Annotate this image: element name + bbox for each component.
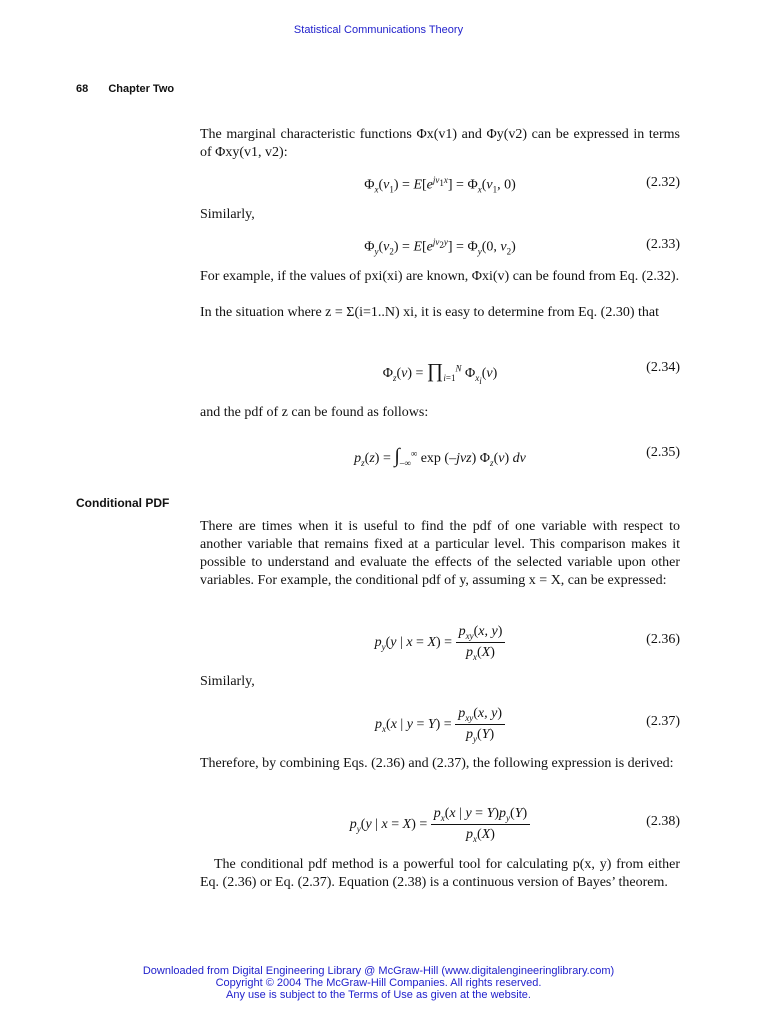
page-number: 68	[76, 83, 89, 95]
equation-2-36	[200, 624, 680, 664]
equation-2-38	[200, 806, 680, 846]
section-heading-conditional-pdf: Conditional PDF	[76, 496, 170, 510]
equation-2-34-number: (2.34)	[646, 360, 680, 375]
equation-2-32	[200, 175, 680, 199]
equation-2-36-number: (2.36)	[646, 632, 680, 647]
paragraph-conditional-intro: There are times when it is useful to find the pdf of one variable with respect to another variable that remains fixed at a particular level. This comparison makes it possible to understand and evaluate the effects of the selected variable upon other variables. For example, the conditional pdf of y, assuming x = X, can be expressed:	[200, 519, 680, 588]
equation-2-38-number: (2.38)	[646, 814, 680, 829]
paragraph-combining: Therefore, by combining Eqs. (2.36) and (2.37), the following expression is derived:	[200, 756, 674, 771]
equation-2-33-expr: $\Phi_y(v_2) = E[e^{jv_2y}] = \Phi_y(0$, $v_2$)	[364, 237, 516, 257]
paragraph-sum-situation: In the situation where z = Σ(i=1..N) xi, it is easy to determine from Eq. (2.30) that	[200, 305, 659, 320]
paragraph-marginal-functions: The marginal characteristic functions Φx(v1) and Φy(v2) can be expressed in terms of Φxy(v1, v2):	[200, 127, 680, 160]
paragraph-example: For example, if the values of pxi(xi) are known, Φxi(v) can be found from Eq. (2.32).	[200, 269, 680, 284]
chapter-label: Chapter Two	[108, 83, 175, 95]
similarly-text-1: Similarly,	[200, 207, 255, 222]
equation-2-35-number: (2.35)	[646, 445, 680, 460]
equation-2-34-expr: $\Phi_z(v)$ = $\prod_{i=1}^N$ $\Phi_{x_i}(v)$	[382, 360, 498, 386]
page-header	[76, 83, 174, 95]
similarly-text-2: Similarly,	[200, 674, 255, 689]
equation-2-32-number: (2.32)	[646, 175, 680, 190]
footer-copyright	[0, 965, 757, 1001]
equation-2-34	[200, 360, 680, 384]
paragraph-bayes: The conditional pdf method is a powerful tool for calculating p(x, y) from either Eq. (2.36) or Eq. (2.37). Equation (2.38) is a continuous version of Bayes’ theorem.	[200, 857, 680, 890]
equation-2-33-number: (2.33)	[646, 237, 680, 252]
footer-line-download[interactable]: Downloaded from Digital Engineering Library @ McGraw-Hill (www.digitalengineeringlibrary.com)	[142, 965, 615, 977]
footer-line-terms[interactable]: Any use is subject to the Terms of Use as given at the website.	[226, 989, 531, 1001]
footer-line-copyright: Copyright © 2004 The McGraw-Hill Companies. All rights reserved.	[215, 977, 542, 989]
equation-2-38-expr: $p_y(y$ | x = X) = $\frac{p_x(x | y = Y)p_y(Y)}{p_x(X)}$	[200, 806, 680, 844]
equation-2-37-expr: $p_x(x$ | y = Y) = $\frac{p_{xy}(x, y)}{p_y(Y)}$	[200, 706, 680, 744]
equation-2-37	[200, 706, 680, 746]
equation-2-33	[200, 237, 680, 261]
equation-2-32-expr: $\Phi_x(v_1) = E[e^{jv_1x}] = \Phi_x(v_1$, 0)	[364, 175, 516, 195]
running-header: Statistical Communications Theory	[293, 24, 464, 36]
equation-2-36-expr: $p_y(y$ | x = X) = $\frac{p_{xy}(x, y)}{p_x(X)}$	[200, 624, 680, 662]
paragraph-pdf-of-z: and the pdf of z can be found as follows:	[200, 405, 429, 420]
equation-2-37-number: (2.37)	[646, 714, 680, 729]
equation-2-35-expr: $p_z(z) = \int_{-\infty}^\infty$ exp (–jvz) $\Phi_z(v)$ dv	[354, 445, 526, 468]
equation-2-35	[200, 445, 680, 469]
